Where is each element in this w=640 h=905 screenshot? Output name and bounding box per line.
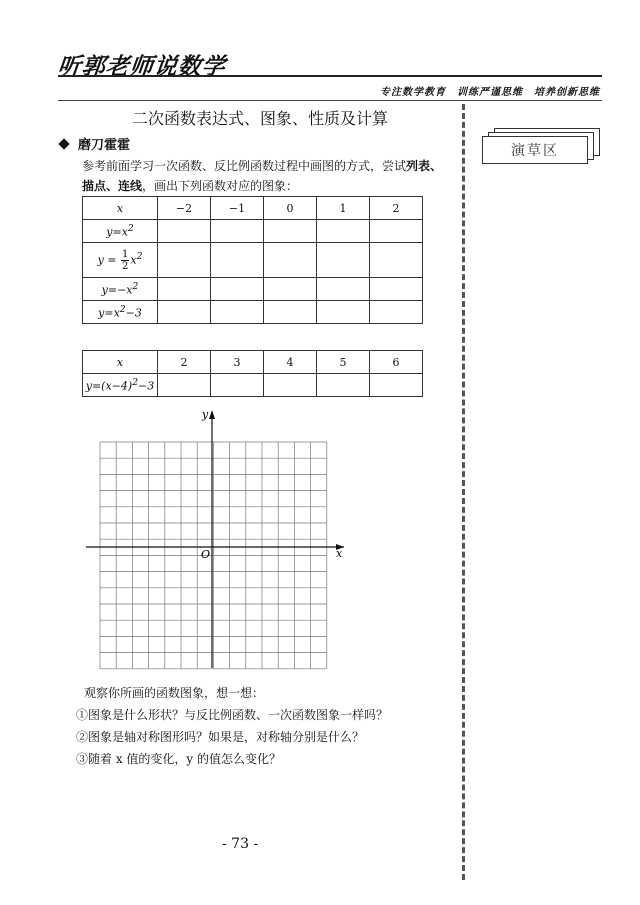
empty-cell[interactable] [317, 243, 370, 278]
empty-cell[interactable] [317, 220, 370, 243]
empty-cell[interactable] [264, 220, 317, 243]
empty-cell[interactable] [158, 301, 211, 324]
table-header-cell: 6 [370, 351, 423, 374]
table-row [83, 220, 423, 243]
header-motto: 专注数学教育 训练严谨思维 培养创新思维 [380, 87, 600, 98]
empty-cell[interactable] [158, 243, 211, 278]
questions-block [76, 682, 389, 770]
empty-cell[interactable] [317, 278, 370, 301]
draft-area-tab [482, 128, 600, 166]
empty-cell[interactable] [317, 301, 370, 324]
empty-cell[interactable] [264, 301, 317, 324]
empty-cell[interactable] [264, 278, 317, 301]
table-header-cell: 0 [264, 197, 317, 220]
empty-cell[interactable] [158, 220, 211, 243]
empty-cell[interactable] [317, 374, 370, 397]
table-header-cell: 1 [317, 197, 370, 220]
diamond-bullet-icon [58, 138, 69, 149]
header-rule [58, 75, 602, 77]
table-row [83, 351, 423, 374]
empty-cell[interactable] [370, 220, 423, 243]
table-row [83, 243, 423, 278]
table-header-cell: 3 [211, 351, 264, 374]
table-header-cell: x [83, 197, 158, 220]
empty-cell[interactable] [158, 374, 211, 397]
empty-cell[interactable] [264, 374, 317, 397]
function-label: $y=x^2$ [83, 220, 158, 243]
x-axis-label: x [336, 547, 343, 560]
header-subrule [58, 100, 602, 101]
table-row [83, 197, 423, 220]
question-item: ②图象是轴对称图形吗？如果是，对称轴分别是什么？ [76, 730, 365, 744]
page-number: - 73 - [222, 836, 259, 852]
empty-cell[interactable] [158, 278, 211, 301]
empty-cell[interactable] [211, 374, 264, 397]
table-header-cell: x [83, 351, 158, 374]
table-header-cell: 2 [158, 351, 211, 374]
table-header-cell: −2 [158, 197, 211, 220]
empty-cell[interactable] [370, 243, 423, 278]
function-label: $y=-x^2$ [83, 278, 158, 301]
empty-cell[interactable] [211, 278, 264, 301]
question-item: ③随着 x 值的变化，y 的值怎么变化？ [76, 752, 281, 766]
empty-cell[interactable] [370, 374, 423, 397]
empty-cell[interactable] [264, 243, 317, 278]
y-axis-arrow-icon [209, 410, 215, 419]
value-table-1 [82, 196, 423, 324]
table-header-cell: 2 [370, 197, 423, 220]
questions-lead: 观察你所画的函数图象，想一想： [84, 686, 265, 700]
table-row [83, 301, 423, 324]
function-label: y = $\frac{1}{2}$ $x^2$ [83, 243, 158, 278]
origin-label: O [201, 548, 211, 561]
table-header-cell: 5 [317, 351, 370, 374]
grid-lines [100, 442, 327, 669]
function-label: $y=x^2-3$ [83, 301, 158, 324]
coordinate-grid[interactable] [86, 406, 356, 672]
table-header-cell: 4 [264, 351, 317, 374]
margin-divider [462, 104, 465, 880]
empty-cell[interactable] [370, 301, 423, 324]
empty-cell[interactable] [211, 243, 264, 278]
value-table-2 [82, 350, 423, 397]
draft-area-label: 演草区 [482, 136, 588, 164]
brand-title: 听郭老师说数学 [56, 54, 228, 80]
empty-cell[interactable] [211, 220, 264, 243]
question-item: ①图象是什么形状？与反比例函数、一次函数图象一样吗？ [76, 708, 389, 722]
intro-paragraph: 参考前面学习一次函数、反比例函数过程中画图的方式，尝试列表、描点、连线，画出下列函数对应的图象： [82, 159, 443, 193]
table-header-cell: −1 [211, 197, 264, 220]
y-axis-label: y [202, 408, 209, 421]
empty-cell[interactable] [370, 278, 423, 301]
empty-cell[interactable] [211, 301, 264, 324]
section-heading [60, 134, 130, 153]
section-heading-text: 磨刀霍霍 [78, 138, 131, 153]
table-row [83, 278, 423, 301]
function-label: $y=(x-4)^2-3$ [83, 374, 158, 397]
table-row [83, 374, 423, 397]
page-title: 二次函数表达式、图象、性质及计算 [131, 109, 388, 128]
